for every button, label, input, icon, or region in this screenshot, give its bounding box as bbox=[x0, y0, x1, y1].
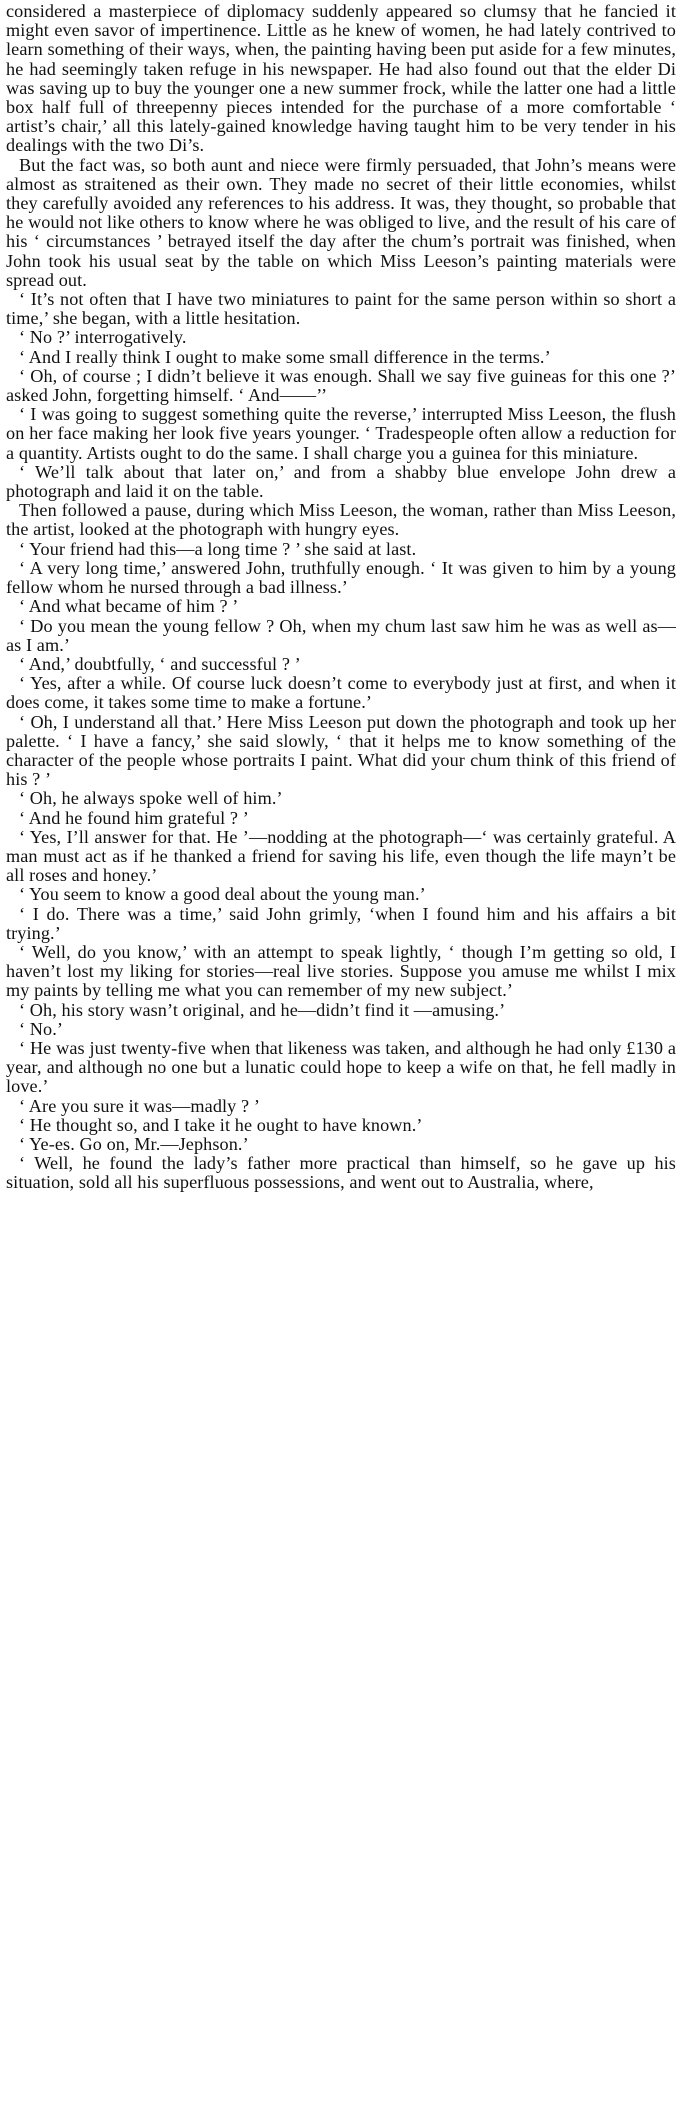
paragraph-20: ‘ You seem to know a good deal about the young man.’ bbox=[19, 884, 426, 905]
paragraph-4: ‘ No ?’ interrogatively. bbox=[19, 327, 187, 348]
paragraph-15: ‘ Yes, after a while. Of course luck doesn’t come to everybody just at first, and when it does come, it takes some time to make a fortune.’ bbox=[6, 673, 676, 713]
paragraph-8: ‘ We’ll talk about that later on,’ and from a shabby blue envelope John drew a photograph and laid it on the table. bbox=[6, 461, 676, 502]
paragraph-9: Then followed a pause, during which Miss Leeson, the woman, rather than Miss Leeson, the artist, looked at the photograph with hungry eyes. bbox=[6, 500, 676, 540]
paragraph-24: ‘ No.’ bbox=[19, 1018, 64, 1039]
newspaper-text-column bbox=[6, 2, 676, 2118]
paragraph-19: ‘ Yes, I’ll answer for that. He ’—nodding at the photograph—‘ was certainly grateful. A man must act as if he thanked a friend for saving his life, even though the life mayn’t be all roses and honey.’ bbox=[6, 826, 676, 886]
paragraph-26: ‘ Are you sure it was—madly ? ’ bbox=[19, 1095, 260, 1116]
paragraph-7: ‘ I was going to suggest something quite the reverse,’ interrupted Miss Leeson, the flush on her face making her look five years younger. ‘ Tradespeople often allow a reduction for a quantity. Artists ought to do the same. I shall charge you a guinea for this miniature. bbox=[6, 404, 676, 463]
paragraph-25: ‘ He was just twenty-five when that likeness was taken, and although he had only £130 a year, and although no one but a lunatic could hope to keep a wife on that, he fell madly in love.’ bbox=[6, 1037, 676, 1097]
paragraph-16: ‘ Oh, I understand all that.’ Here Miss Leeson put down the photograph and took up her palette. ‘ I have a fancy,’ she said slowly, ‘ that it helps me to know something of the character of the people whose portraits I paint. What did your chum think of this friend of his ? ’ bbox=[6, 711, 676, 790]
paragraph-12: ‘ And what became of him ? ’ bbox=[19, 596, 239, 617]
paragraph-11: ‘ A very long time,’ answered John, truthfully enough. ‘ It was given to him by a young fellow whom he nursed through a bad illness.’ bbox=[6, 557, 676, 598]
paragraph-21: ‘ I do. There was a time,’ said John grimly, ‘when I found him and his affairs a bit trying.’ bbox=[6, 903, 676, 943]
paragraph-5: ‘ And I really think I ought to make some small difference in the terms.’ bbox=[19, 346, 551, 367]
paragraph-1: considered a masterpiece of diplomacy suddenly appeared so clumsy that he fancied it might even savor of impertinence. Little as he knew of women, he had lately contrived to learn something of their ways, when, the painting having been put aside for a few minutes, he had seemingly taken refuge in his newspaper. He had also found out that the elder Di was saving up to buy the younger one a new summer frock, while the latter one had a little box half full of threepenny pieces intended for the purchase of a more comfortable ‘ artist’s chair,’ all this lately-gained knowledge having taught him to be very tender in his dealings with the two Di’s. bbox=[6, 2, 676, 156]
paragraph-2: But the fact was, so both aunt and niece were firmly persuaded, that John’s means were almost as straitened as their own. They made no secret of their little economies, whilst they carefully avoided any references to his address. It was, they thought, so probable that he would not like others to know where he was obliged to live, and the result of his care of his ‘ circumstances ’ betrayed itself the day after the chum’s portrait was finished, when John took his usual seat by the table on which Miss Leeson’s painting materials were spread out. bbox=[6, 154, 676, 290]
paragraph-28: ‘ Ye-es. Go on, Mr.—Jephson.’ bbox=[19, 1133, 249, 1154]
paragraph-17: ‘ Oh, he always spoke well of him.’ bbox=[19, 788, 283, 809]
paragraph-27: ‘ He thought so, and I take it he ought to have known.’ bbox=[19, 1114, 423, 1135]
paragraph-22: ‘ Well, do you know,’ with an attempt to speak lightly, ‘ though I’m getting so old, I haven’t lost my liking for stories—real live stories. Suppose you amuse me whilst I mix my paints by telling me what you can remember of my new subject.’ bbox=[6, 941, 676, 1001]
paragraph-23: ‘ Oh, his story wasn’t original, and he—didn’t find it —amusing.’ bbox=[19, 999, 506, 1020]
paragraph-3: ‘ It’s not often that I have two miniatures to paint for the same person within so short a time,’ she began, with a little hesitation. bbox=[6, 289, 676, 329]
paragraph-10: ‘ Your friend had this—a long time ? ’ she said at last. bbox=[19, 538, 417, 559]
paragraph-29: ‘ Well, he found the lady’s father more practical than himself, so he gave up his situation, sold all his superfluous possessions, and went out to Australia, where, bbox=[6, 1153, 676, 1193]
paragraph-6: ‘ Oh, of course ; I didn’t believe it was enough. Shall we say five guineas for this one ?’ asked John, forgetting himself. ‘ And——’’ bbox=[6, 365, 676, 406]
paragraph-18: ‘ And he found him grateful ? ’ bbox=[19, 807, 249, 828]
paragraph-14: ‘ And,’ doubtfully, ‘ and successful ? ’ bbox=[19, 653, 301, 674]
paragraph-13: ‘ Do you mean the young fellow ? Oh, when my chum last saw him he was as well as—as I am.’ bbox=[6, 615, 676, 655]
